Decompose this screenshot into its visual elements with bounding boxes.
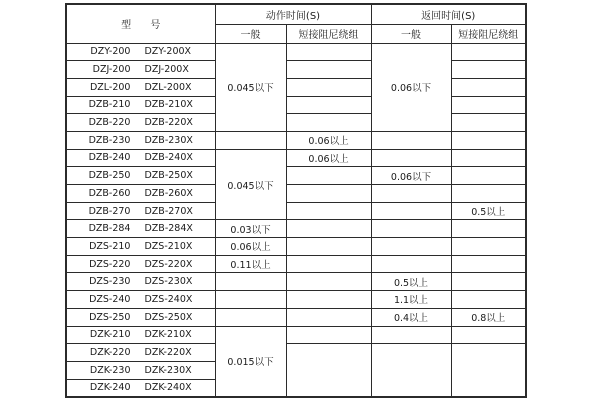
model-left: DZS-210 <box>89 240 131 252</box>
header-row-1 <box>66 4 526 24</box>
table-row <box>66 202 526 220</box>
table-row <box>66 291 526 309</box>
model-cell <box>66 114 215 132</box>
header-action-time: 动作时间(S) <box>215 4 371 24</box>
ret-damp-cell <box>451 255 526 273</box>
act-damp-cell <box>286 220 371 238</box>
model-cell <box>66 238 215 256</box>
table-row <box>66 131 526 149</box>
ret-damp-cell <box>451 78 526 96</box>
ret-damp-cell: 0.8以上 <box>451 308 526 326</box>
act-gen-cell <box>215 308 286 326</box>
model-right: DZB-284X <box>144 223 193 235</box>
model-left: DZS-250 <box>89 311 131 323</box>
act-damp-cell <box>286 326 371 344</box>
header-model: 型 号 <box>66 4 215 43</box>
model-left: DZK-240 <box>89 382 131 394</box>
header-return-general: 一般 <box>371 24 451 43</box>
table-row <box>66 238 526 256</box>
ret-gen-cell <box>371 255 451 273</box>
ret-gen-cell <box>371 238 451 256</box>
act-damp-cell <box>286 202 371 220</box>
model-right: DZS-250X <box>144 311 193 323</box>
ret-gen-cell: 0.5以上 <box>371 273 451 291</box>
ret-damp-cell <box>451 167 526 185</box>
model-cell <box>66 185 215 203</box>
act-gen-cell: 0.06以上 <box>215 238 286 256</box>
act-damp-cell <box>286 308 371 326</box>
ret-damp-cell <box>451 273 526 291</box>
ret-gen-merged-cell <box>371 344 451 397</box>
act-gen-merged-cell: 0.045以下 <box>215 149 286 220</box>
model-cell <box>66 131 215 149</box>
model-cell <box>66 273 215 291</box>
model-cell <box>66 96 215 114</box>
model-left: DZY-200 <box>90 46 131 58</box>
model-left: DZB-240 <box>88 152 131 164</box>
model-right: DZL-200X <box>144 81 192 93</box>
act-damp-cell <box>286 96 371 114</box>
model-right: DZS-230X <box>144 276 193 288</box>
model-left: DZL-200 <box>89 81 131 93</box>
model-cell <box>66 291 215 309</box>
act-gen-merged-cell: 0.045以下 <box>215 43 286 131</box>
ret-gen-cell <box>371 131 451 149</box>
model-right: DZJ-200X <box>144 64 189 76</box>
table-row <box>66 273 526 291</box>
act-gen-cell: 0.03以下 <box>215 220 286 238</box>
model-left: DZS-230 <box>89 276 131 288</box>
model-left: DZK-210 <box>89 329 131 341</box>
model-right: DZS-210X <box>144 240 193 252</box>
header-return-time: 返回时间(S) <box>371 4 526 24</box>
model-left: DZK-220 <box>89 347 131 359</box>
table-row <box>66 96 526 114</box>
relay-spec-table-container <box>65 3 527 398</box>
act-damp-cell <box>286 61 371 79</box>
model-left: DZK-230 <box>89 364 131 376</box>
model-left: DZB-270 <box>88 205 131 217</box>
table-row <box>66 308 526 326</box>
header-return-damped: 短接阻尼绕组 <box>451 24 526 43</box>
ret-damp-cell <box>451 96 526 114</box>
model-right: DZB-240X <box>144 152 193 164</box>
act-gen-cell <box>215 291 286 309</box>
act-gen-merged-cell: 0.015以下 <box>215 326 286 397</box>
table-row <box>66 255 526 273</box>
ret-damp-cell: 0.5以上 <box>451 202 526 220</box>
model-left: DZB-250 <box>88 170 131 182</box>
model-right: DZK-240X <box>144 382 192 394</box>
act-damp-cell <box>286 167 371 185</box>
act-damp-cell <box>286 273 371 291</box>
table-row <box>66 78 526 96</box>
table-row <box>66 114 526 132</box>
model-cell <box>66 61 215 79</box>
act-gen-cell <box>215 131 286 149</box>
model-left: DZB-260 <box>88 187 131 199</box>
act-damp-cell: 0.06以上 <box>286 131 371 149</box>
table-row <box>66 326 526 344</box>
model-right: DZB-260X <box>144 187 193 199</box>
model-left: DZB-284 <box>88 223 131 235</box>
ret-damp-cell <box>451 43 526 61</box>
model-right: DZS-220X <box>144 258 193 270</box>
model-right: DZB-250X <box>144 170 193 182</box>
ret-gen-cell: 1.1以上 <box>371 291 451 309</box>
act-damp-cell <box>286 43 371 61</box>
model-right: DZK-210X <box>144 329 192 341</box>
header-action-general: 一般 <box>215 24 286 43</box>
header-action-damped: 短接阻尼绕组 <box>286 24 371 43</box>
model-left: DZS-240 <box>89 293 131 305</box>
ret-damp-cell <box>451 185 526 203</box>
model-cell <box>66 202 215 220</box>
act-damp-cell <box>286 255 371 273</box>
ret-damp-cell <box>451 326 526 344</box>
model-cell <box>66 149 215 167</box>
model-left: DZB-230 <box>88 134 131 146</box>
table-row <box>66 43 526 61</box>
ret-gen-cell: 0.06以下 <box>371 167 451 185</box>
table-row <box>66 167 526 185</box>
model-cell <box>66 344 215 362</box>
ret-damp-cell <box>451 61 526 79</box>
model-cell <box>66 379 215 397</box>
model-cell <box>66 308 215 326</box>
model-left: DZB-220 <box>88 117 131 129</box>
table-row <box>66 185 526 203</box>
model-cell <box>66 220 215 238</box>
table-row <box>66 61 526 79</box>
model-right: DZY-200X <box>144 46 192 58</box>
ret-damp-cell <box>451 131 526 149</box>
ret-gen-cell <box>371 326 451 344</box>
model-right: DZB-210X <box>144 99 193 111</box>
model-cell <box>66 255 215 273</box>
model-left: DZS-220 <box>89 258 131 270</box>
act-damp-cell <box>286 291 371 309</box>
model-cell <box>66 361 215 379</box>
ret-gen-cell <box>371 202 451 220</box>
act-gen-cell <box>215 273 286 291</box>
act-damp-cell <box>286 238 371 256</box>
ret-damp-cell <box>451 291 526 309</box>
model-right: DZB-220X <box>144 117 193 129</box>
table-row <box>66 149 526 167</box>
ret-gen-cell <box>371 220 451 238</box>
model-right: DZS-240X <box>144 293 193 305</box>
ret-gen-cell <box>371 185 451 203</box>
table-row <box>66 220 526 238</box>
ret-damp-cell <box>451 114 526 132</box>
model-right: DZB-230X <box>144 134 193 146</box>
act-damp-cell <box>286 78 371 96</box>
ret-gen-cell <box>371 149 451 167</box>
ret-damp-cell <box>451 149 526 167</box>
act-damp-cell: 0.06以上 <box>286 149 371 167</box>
model-cell <box>66 43 215 61</box>
model-right: DZK-220X <box>144 347 192 359</box>
ret-gen-merged-cell: 0.06以下 <box>371 43 451 131</box>
ret-gen-cell: 0.4以上 <box>371 308 451 326</box>
relay-spec-table <box>65 3 527 398</box>
act-damp-merged-cell <box>286 344 371 397</box>
ret-damp-cell <box>451 220 526 238</box>
table-row <box>66 344 526 362</box>
act-damp-cell <box>286 114 371 132</box>
model-cell <box>66 78 215 96</box>
model-left: DZB-210 <box>88 99 131 111</box>
model-cell <box>66 326 215 344</box>
model-right: DZK-230X <box>144 364 192 376</box>
model-left: DZJ-200 <box>92 64 131 76</box>
act-gen-cell: 0.11以上 <box>215 255 286 273</box>
ret-damp-cell <box>451 238 526 256</box>
model-right: DZB-270X <box>144 205 193 217</box>
ret-damp-merged-cell <box>451 344 526 397</box>
model-cell <box>66 167 215 185</box>
act-damp-cell <box>286 185 371 203</box>
